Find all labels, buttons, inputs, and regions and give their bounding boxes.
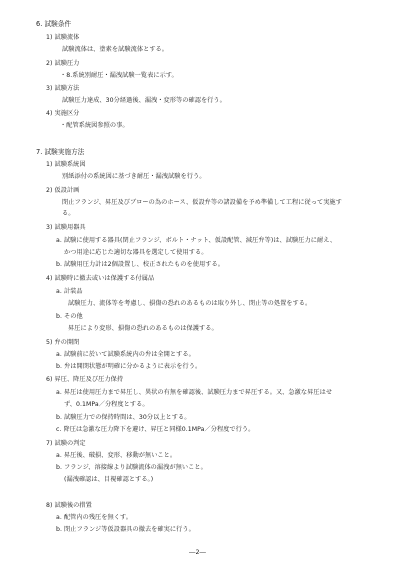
item-7-8-b: b. 閉止フランジ等仮設器具の撤去を確実に行う。 xyxy=(56,526,195,533)
item-7-7-a: a. 昇圧後、破損、変形、移動が無いこと。 xyxy=(56,452,177,459)
item-6-4-body: ・配管系統図参照の事。 xyxy=(60,122,129,129)
item-7-4-heading: 4) 試験時に撤去或いは保護する付属品 xyxy=(46,275,155,282)
item-7-2-heading: 2) 仮設計画 xyxy=(46,187,80,194)
item-7-4-a: a. 計装品 xyxy=(56,288,83,295)
section-7-title: 7. 試験実施方法 xyxy=(36,148,85,156)
item-7-5-a: a. 試験前に於いて試験系統内の弁は全開とする。 xyxy=(56,351,195,358)
item-7-2-body-line2: る。 xyxy=(62,210,75,217)
item-6-2-heading: 2) 試験圧力 xyxy=(46,60,80,67)
section-6-title: 6. 試験条件 xyxy=(36,20,72,28)
item-6-3-heading: 3) 試験方法 xyxy=(46,85,80,92)
item-7-1-heading: 1) 試験系統図 xyxy=(46,161,86,168)
page-number: ―2― xyxy=(189,548,206,556)
item-7-2-body-line1: 閉止フランジ、昇圧及びブローの為のホース、仮設弁等の諸設備を予め準備して工程に従って実施す xyxy=(62,199,342,206)
item-7-3-a-line1: a. 試験に使用する器具(閉止フランジ、ボルト・ナット、仮設配管、減圧弁等)は、試験圧力に耐え、 xyxy=(56,237,337,244)
item-7-6-a-line2: ず、0.1MPa／分程度とする。 xyxy=(64,401,149,408)
item-7-7-note: (漏洩確認は、目視確認とする。) xyxy=(64,476,154,483)
item-6-1-heading: 1) 試験流体 xyxy=(46,34,80,41)
item-6-4-heading: 4) 実施区分 xyxy=(46,110,80,117)
item-7-6-heading: 6) 昇圧、降圧及び圧力保持 xyxy=(46,376,124,383)
item-7-4-b-body: 昇圧により変形、損傷の恐れのあるものは保護する。 xyxy=(68,325,218,332)
item-7-3-a-line2: かつ用途に応じた適切な器具を選定して使用する。 xyxy=(64,249,208,256)
item-7-7-heading: 7) 試験の判定 xyxy=(46,440,86,447)
item-7-5-heading: 5) 弁の開閉 xyxy=(46,339,80,346)
item-7-8-a: a. 配管内の残圧を無くす。 xyxy=(56,514,132,521)
item-6-2-body: ・8.系統別耐圧・漏洩試験一覧表に示す。 xyxy=(60,72,178,79)
item-7-5-b: b. 弁は開閉状態が明確に分かるように表示を行う。 xyxy=(56,363,202,370)
item-7-3-heading: 3) 試験用器具 xyxy=(46,224,86,231)
item-7-7-b: b. フランジ、溶接線より試験流体の漏洩が無いこと。 xyxy=(56,464,207,471)
item-7-6-c: c. 降圧は急激な圧力降下を避け、昇圧と同様0.1MPa／分程度で行う。 xyxy=(56,426,255,433)
item-7-6-a-line1: a. 昇圧は使用圧力まで昇圧し、異状の有無を確認後、試験圧力まで昇圧する。又、急激な昇圧はせ xyxy=(56,389,333,396)
item-6-3-body: 試験圧力達成、30分経過後、漏洩・変形等の確認を行う。 xyxy=(62,97,226,104)
item-6-1-body: 試験流体は、塗素を試験流体とする。 xyxy=(62,46,169,53)
item-7-3-b: b. 試験用圧力計は2個設置し、校正されたものを使用する。 xyxy=(56,261,224,268)
item-7-1-body: 別紙添付の系統図に基づき耐圧・漏洩試験を行う。 xyxy=(62,173,206,180)
item-7-4-b: b. その他 xyxy=(56,313,83,320)
item-7-8-heading: 8) 試験後の措置 xyxy=(46,502,92,509)
item-7-6-b: b. 試験圧力での保持時間は、30分以上とする。 xyxy=(56,414,191,421)
item-7-4-a-body: 試験圧力、流体等を考慮し、損傷の恐れのあるものは取り外し、閉止等の処置をする。 xyxy=(68,300,312,307)
